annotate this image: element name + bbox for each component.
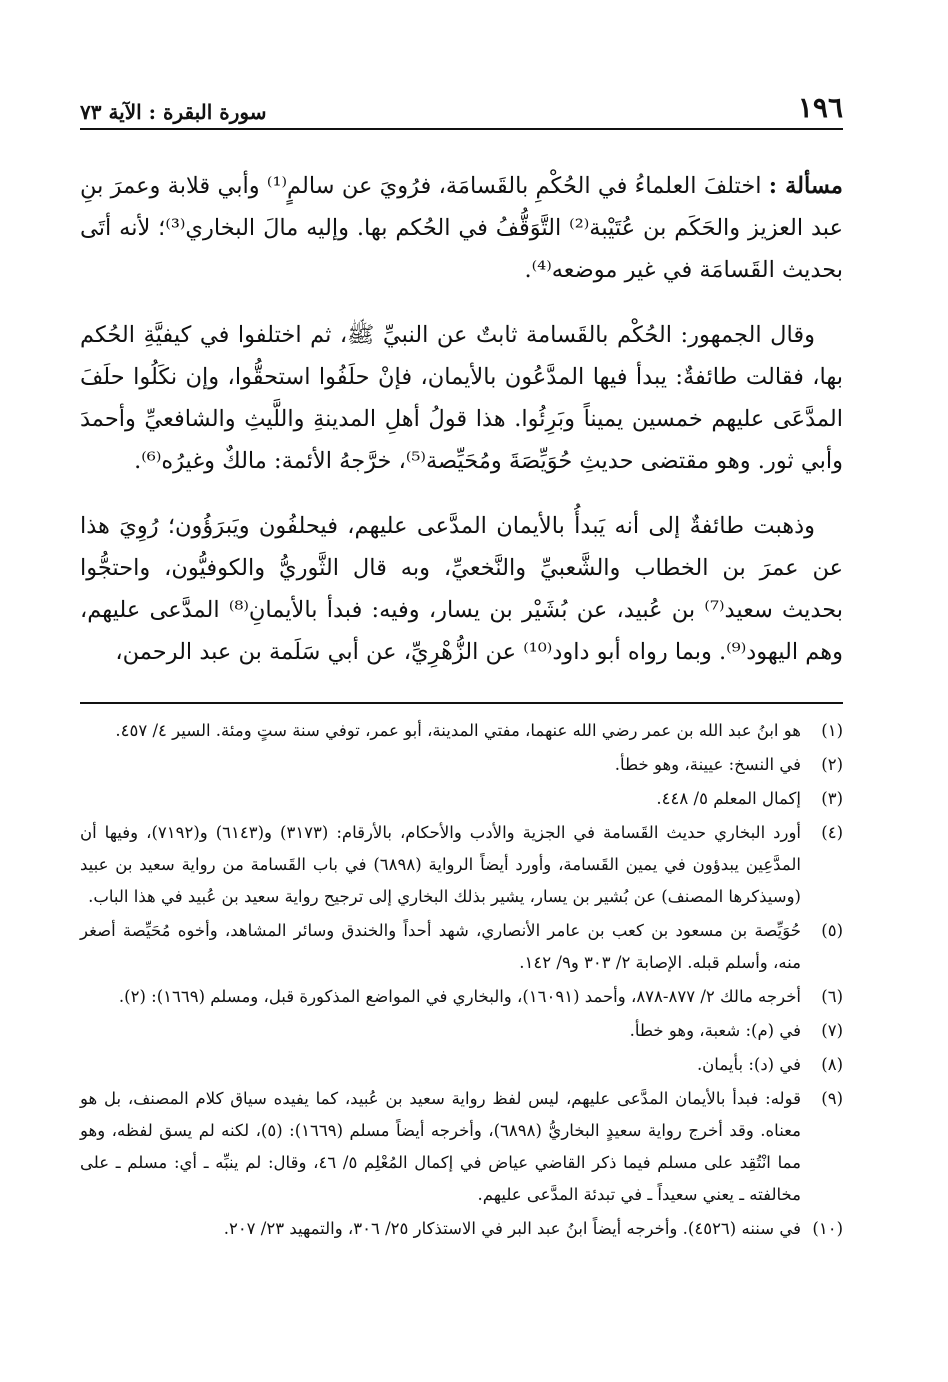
page-header xyxy=(80,88,843,130)
footnote-number: (٧) xyxy=(821,1021,843,1040)
footnote-number: (٩) xyxy=(821,1089,843,1108)
running-title: سورة البقرة : الآية ٧٣ xyxy=(80,100,267,124)
paragraph xyxy=(80,505,843,673)
footnote-divider xyxy=(80,702,843,704)
footnote-number: (٢) xyxy=(821,755,843,774)
paragraph-text: وقال الجمهور: الحُكْم بالقَسامة ثابتٌ عن النبيِّ ﷺ، ثم اختلفوا في كيفيَّةِ الحُكم بها، فقالت طائفةٌ: يبدأ فيها المدَّعُون بالأيمان، فإنْ حلَفُوا استحقُّوا، وإن نكَلُوا حلَفَ المدَّعَى عليهم خمسين يميناً وبَرِئُوا. هذا قولُ أهلِ المدينةِ واللَّيثِ والشافعيِّ وأحمدَ وأبي ثور. وهو مقتضى حديثِ حُوَيِّصَةَ ومُحَيِّصة⁽⁵⁾، خرَّجهُ الأئمة: مالكٌ وغيرُه⁽⁶⁾. xyxy=(80,322,843,474)
footnote-text: في سننه (٤٥٢٦). وأخرجه أيضاً ابنُ عبد البر في الاستذكار ٢٥/ ٣٠٦، والتمهيد ٢٣/ ٢٠٧. xyxy=(223,1219,801,1238)
footnote xyxy=(80,783,843,815)
footnote-text: إكمال المعلم ٥/ ٤٤٨. xyxy=(656,789,801,808)
footnote-number: (٦) xyxy=(821,987,843,1006)
footnote xyxy=(80,715,843,747)
footnote xyxy=(80,1213,843,1245)
footnote-text: في (د): بأيمان. xyxy=(696,1055,801,1074)
footnote-text: حُوَيِّصة بن مسعود بن كعب بن عامر الأنصاري، شهد أحداً والخندق وسائر المشاهد، وأخوه مُحَيِّصة أصغر منه، وأسلم قبله. الإصابة ٢/ ٣٠٣ و٩/ ١٤٢. xyxy=(80,921,801,972)
page-number: ١٩٦ xyxy=(797,91,843,124)
paragraph xyxy=(80,165,843,291)
footnote xyxy=(80,817,843,913)
footnote-number: (٣) xyxy=(821,789,843,808)
footnote xyxy=(80,981,843,1013)
footnote xyxy=(80,915,843,979)
footnotes xyxy=(80,715,843,1247)
paragraph xyxy=(80,314,843,482)
paragraph-lead: مسألة : xyxy=(768,173,843,199)
footnote-text: في النسخ: عيينة، وهو خطأ. xyxy=(614,755,801,774)
footnote xyxy=(80,1015,843,1047)
paragraph-text: وذهبت طائفةٌ إلى أنه يَبدأُ بالأيمان المدَّعى عليهم، فيحلفُون ويَبرَؤُون؛ رُوِيَ هذا عن عمرَ بن الخطاب والشَّعبيِّ والنَّخعيِّ، وبه قال الثَّوريُّ والكوفيُّون، واحتجُّوا بحديث سعيد⁽⁷⁾ بن عُبيد، عن بُشَيْر بن يسار، وفيه: فبدأ بالأيمانِ⁽⁸⁾ المدَّعى عليهم، وهم اليهود⁽⁹⁾. وبما رواه أبو داود⁽¹⁰⁾ عن الزُّهْرِيِّ، عن أبي سَلَمة بن عبد الرحمن، xyxy=(80,513,843,665)
footnote-text: في (م): شعبة، وهو خطأ. xyxy=(629,1021,801,1040)
footnote-text: قوله: فبدأ بالأيمان المدَّعى عليهم، ليس لفظ رواية سعيد بن عُبيد، كما يفيده سياق كلام المصنف، بل هو معناه. وقد أخرج رواية سعيدٍ البخاريُّ (٦٨٩٨)، وأخرجه أيضاً مسلم (١٦٦٩): (٥)، لكنه لم يسق لفظه، وهو مما انْتُقِد على مسلم فيما ذكر القاضي عياض في إكمال المُعْلِم ٥/ ٤٦، وقال: لم ينبِّه ـ أي: مسلم ـ على مخالفته ـ يعني سعيداً ـ في تبدئة المدَّعى عليهم. xyxy=(80,1089,801,1204)
footnote-number: (٨) xyxy=(821,1055,843,1074)
footnote-text: أخرجه مالك ٢/ ٨٧٧-٨٧٨، وأحمد (١٦٠٩١)، والبخاري في المواضع المذكورة قبل، ومسلم (١٦٦٩): (٢). xyxy=(118,987,801,1006)
footnote-number: (١) xyxy=(821,721,843,740)
main-text xyxy=(80,165,843,696)
footnote xyxy=(80,1049,843,1081)
footnote-number: (٤) xyxy=(821,823,843,842)
paragraph-text: اختلفَ العلماءُ في الحُكْمِ بالقَسامَة، فرُويَ عن سالمٍ⁽¹⁾ وأبي قلابة وعمرَ بنِ عبد العزيز والحَكَم بن عُتَيْبة⁽²⁾ التَّوَقُّفُ في الحُكم بها. وإليه مالَ البخاري⁽³⁾؛ لأنه أتَى بحديث القَسامَة في غير موضعه⁽⁴⁾. xyxy=(80,173,843,283)
footnote xyxy=(80,749,843,781)
footnote-number: (١٠) xyxy=(812,1219,843,1238)
footnote-text: أورد البخاري حديث القَسامة في الجزية والأدب والأحكام، بالأرقام: (٣١٧٣) و(٦١٤٣) و(٧١٩٢)، وفيها أن المدَّعِين يبدؤون في يمين القَسامة، وأورد أيضاً الرواية (٦٨٩٨) في باب القَسامة من رواية سعيد بن عبيد (وسيذكرها المصنف) عن بُشير بن يسار، يشير بذلك البخاري إلى ترجيح رواية سعيد بن عُبيد في هذا الباب. xyxy=(80,823,802,906)
footnote xyxy=(80,1083,843,1211)
footnote-number: (٥) xyxy=(821,921,843,940)
footnote-text: هو ابنُ عبد الله بن عمر رضي الله عنهما، مفتي المدينة، أبو عمر، توفي سنة ستٍ ومئة. السير ٤/ ٤٥٧. xyxy=(115,721,801,740)
